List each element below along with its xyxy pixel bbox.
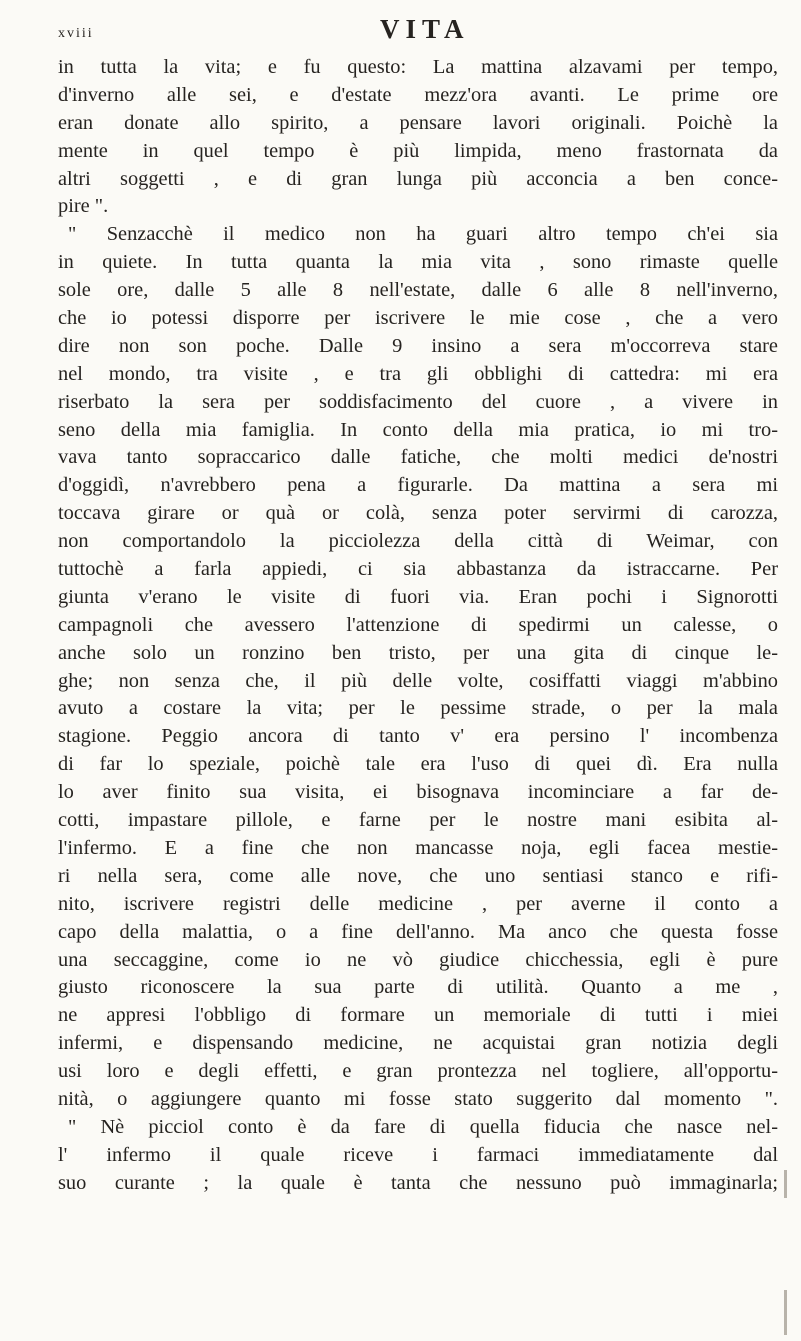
text-line: l' infermo il quale riceve i farmaci immediatamente dal [58,1143,778,1166]
text-line: che io potessi disporre per iscrivere le mie cose , che a vero [58,307,778,330]
text-line: d'inverno alle sei, e d'estate mezz'ora avanti. Le prime ore [58,83,778,106]
text-line: mente in quel tempo è più limpida, meno frastornata da [58,139,778,162]
text-line: giusto riconoscere la sua parte di utilità. Quanto a me , [58,976,778,999]
text-line: d'oggidì, n'avrebbero pena a figurarle. Da mattina a sera mi [58,474,778,497]
text-line: nito, iscrivere registri delle medicine , per averne il conto a [58,892,778,915]
text-line: sole ore, dalle 5 alle 8 nell'estate, dalle 6 alle 8 nell'inverno, [58,279,778,302]
body-text [58,54,778,1198]
text-line: stagione. Peggio ancora di tanto v' era persino l' incombenza [58,725,778,748]
text-line: pire ". [58,195,109,218]
running-title: VITA [380,14,470,44]
text-line: dire non son poche. Dalle 9 insino a sera m'occorreva stare [58,334,778,357]
text-line: vava tanto sopraccarico dalle fatiche, che molti medici de'nostri [58,446,778,469]
text-line: " Nè picciol conto è da fare di quella fiducia che nasce nel- [68,1115,778,1138]
text-line: altri soggetti , e di gran lunga più acconcia a ben conce- [58,167,778,190]
text-line: giunta v'erano le visite di fuori via. Eran pochi i Signorotti [58,585,778,608]
text-line: nità, o aggiungere quanto mi fosse stato suggerito dal momento ". [58,1087,778,1110]
text-line: ne appresi l'obbligo di formare un memoriale di tutti i miei [58,1004,778,1027]
text-line: seno della mia famiglia. In conto della mia pratica, io mi tro- [58,418,778,441]
text-line: riserbato la sera per soddisfacimento del cuore , a vivere in [58,390,778,413]
text-line: capo della malattia, o a fine dell'anno. Ma anco che questa fosse [58,920,778,943]
margin-mark [784,1290,787,1335]
text-line: ghe; non senza che, il più delle volte, cosiffatti viaggi m'abbino [58,669,778,692]
text-line: nel mondo, tra visite , e tra gli obblighi di cattedra: mi era [58,362,778,385]
text-line: ri nella sera, come alle nove, che uno sentiasi stanco e rifi- [58,864,778,887]
text-line: in quiete. In tutta quanta la mia vita , sono rimaste quelle [58,251,778,274]
text-line: " Senzacchè il medico non ha guari altro tempo ch'ei sia [68,223,778,246]
text-line: cotti, impastare pillole, e farne per le nostre mani esibita al- [58,809,778,832]
text-line: di far lo speziale, poichè tale era l'uso di quei dì. Era nulla [58,753,778,776]
page-header [58,10,778,50]
page-number: xviii [58,26,94,41]
text-line: lo aver finito sua visita, ei bisognava incominciare a far de- [58,781,778,804]
text-line: usi loro e degli effetti, e gran prontezza nel togliere, all'opportu- [58,1060,778,1083]
text-line: toccava girare or quà or colà, senza poter servirmi di carozza, [58,502,778,525]
text-line: suo curante ; la quale è tanta che nessuno può immaginarla; [58,1171,778,1194]
text-line: eran donate allo spirito, a pensare lavori originali. Poichè la [58,111,778,134]
text-line: l'infermo. E a fine che non mancasse noja, egli facea mestie- [58,836,778,859]
text-line: infermi, e dispensando medicine, ne acquistai gran notizia degli [58,1032,778,1055]
text-line: in tutta la vita; e fu questo: La mattina alzavami per tempo, [58,56,778,78]
text-line: una seccaggine, come io ne vò giudice chicchessia, egli è pure [58,948,778,971]
text-line: anche solo un ronzino ben tristo, per una gita di cinque le- [58,641,778,664]
text-line: avuto a costare la vita; per le pessime strade, o per la mala [58,697,778,720]
text-line: tuttochè a farla appiedi, ci sia abbastanza da istraccarne. Per [58,558,778,581]
text-line: non comportandolo la picciolezza della città di Weimar, con [58,530,778,553]
margin-mark [784,1170,787,1198]
text-line: campagnoli che avessero l'attenzione di spedirmi un calesse, o [58,613,778,636]
